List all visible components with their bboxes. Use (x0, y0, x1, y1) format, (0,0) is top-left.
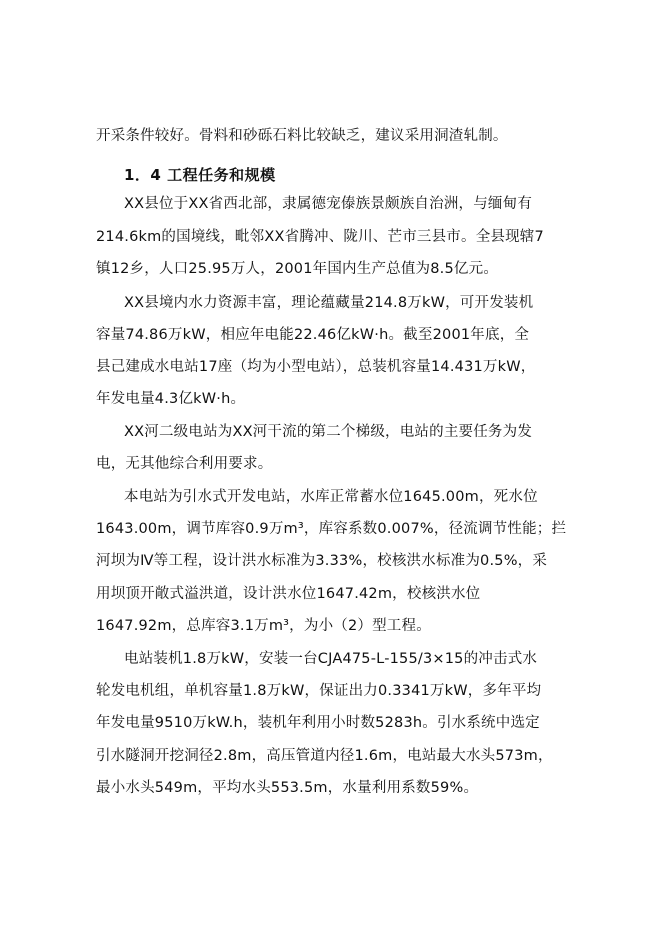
paragraph-line: XX县境内水力资源丰富，理论蕴藏量214.8万kW，可开发装机 (124, 295, 534, 311)
paragraph-line: 1647.92m，总库容3.1万m³，为小（2）型工程。 (96, 618, 431, 634)
paragraph-line: 最小水头549m，平均水头553.5m，水量利用系数59%。 (96, 780, 479, 796)
paragraph-line: 年发电量4.3亿kW·h。 (96, 391, 246, 407)
paragraph-line: XX县位于XX省西北部，隶属德宠傣族景颇族自治洲，与缅甸有 (124, 196, 533, 212)
paragraph-line: 轮发电机组，单机容量1.8万kW，保证出力0.3341万kW，多年平均 (96, 683, 542, 699)
paragraph-line: 县己建成水电站17座（均为小型电站），总装机容量14.431万kW， (96, 359, 536, 375)
paragraph-line: 214.6km的国境线，毗邻XX省腾冲、陇川、芒市三县市。全县现辖7 (96, 229, 544, 245)
paragraph-line: 用坝顶开敞式溢洪道，设计洪水位1647.42m，校核洪水位 (96, 586, 481, 602)
paragraph-line: 本电站为引水式开发电站，水库正常蓄水位1645.00m，死水位 (124, 489, 538, 505)
paragraph-line: 开采条件较好。骨料和砂砾石料比较缺乏，建议采用洞渣轧制。 (96, 128, 508, 144)
section-heading: 1．4 工程任务和规模 (124, 166, 276, 184)
paragraph-line: 河坝为Ⅳ等工程，设计洪水标准为3.33%，校核洪水标准为0.5%，采 (96, 553, 548, 569)
paragraph-line: 电，无其他综合利用要求。 (96, 456, 273, 472)
paragraph-line: 引水隧洞开挖洞径2.8m，高压管道内径1.6m，电站最大水头573m， (96, 748, 553, 764)
paragraph-line: 年发电量9510万kW.h，装机年利用小时数5283h。引水系统中选定 (96, 715, 540, 731)
paragraph-line: 电站装机1.8万kW，安装一台CJA475-L-155/3×15的冲击式水 (124, 651, 538, 667)
paragraph-line: 1643.00m，调节库容0.9万m³，库容系数0.007%，径流调节性能；拦 (96, 521, 567, 537)
paragraph-line: 镇12乡，人口25.95万人，2001年国内生产总值为8.5亿元。 (96, 261, 499, 277)
paragraph-line: XX河二级电站为XX河干流的第二个梯级，电站的主要任务为发 (124, 424, 533, 440)
paragraph-line: 容量74.86万kW，相应年电能22.46亿kW·h。截至2001年底，全 (96, 327, 530, 343)
